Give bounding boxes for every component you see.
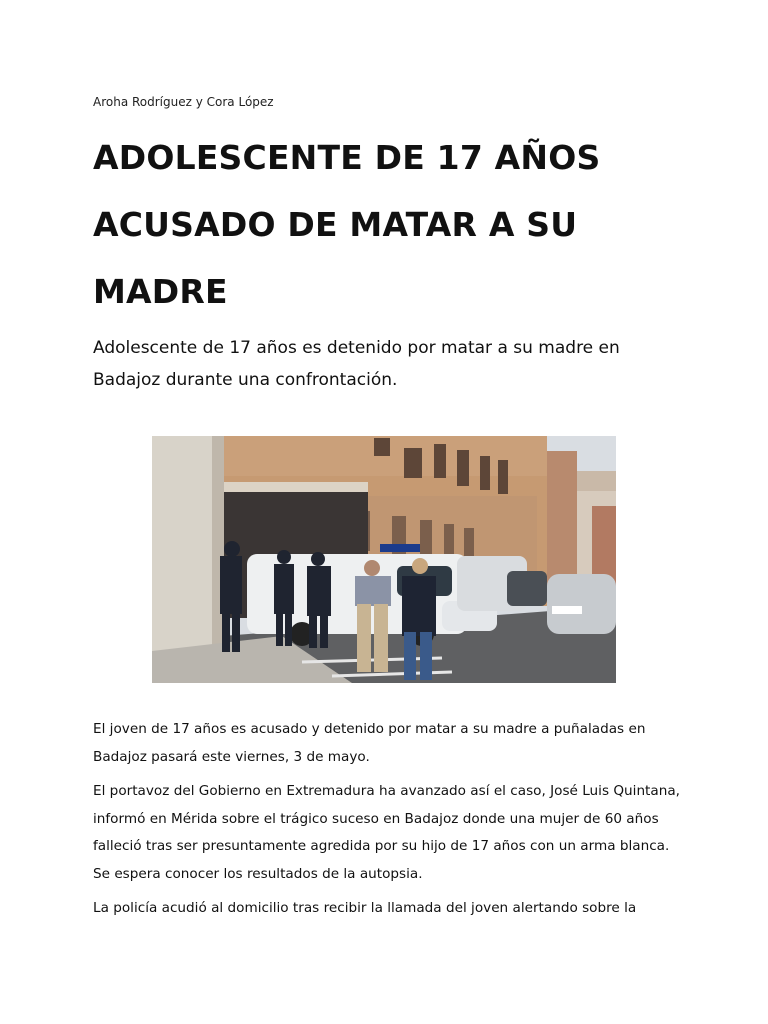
author-byline: Aroha Rodríguez y Cora López	[93, 95, 274, 109]
article-paragraph: El joven de 17 años es acusado y detenido por matar a su madre a puñaladas en Badajoz pasará este viernes, 3 de mayo.	[93, 721, 646, 765]
article-paragraph: El portavoz del Gobierno en Extremadura ha avanzado así el caso, José Luis Quintana, informó en Mérida sobre el trágico suceso en Badajoz donde una mujer de 60 años falleció tras ser presuntamente agredida por su hijo de 17 años con un arma blanca. Se espera conocer los resultados de la autopsia.	[93, 783, 680, 882]
article-subtitle: Adolescente de 17 años es detenido por matar a su madre en Badajoz durante una confrontación.	[93, 338, 620, 390]
article-title: ADOLESCENTE DE 17 AÑOS ACUSADO DE MATAR A SU MADRE	[93, 138, 601, 311]
news-photo	[152, 436, 616, 683]
article-paragraph: La policía acudió al domicilio tras recibir la llamada del joven alertando sobre la	[93, 900, 637, 916]
article-body	[93, 716, 683, 930]
